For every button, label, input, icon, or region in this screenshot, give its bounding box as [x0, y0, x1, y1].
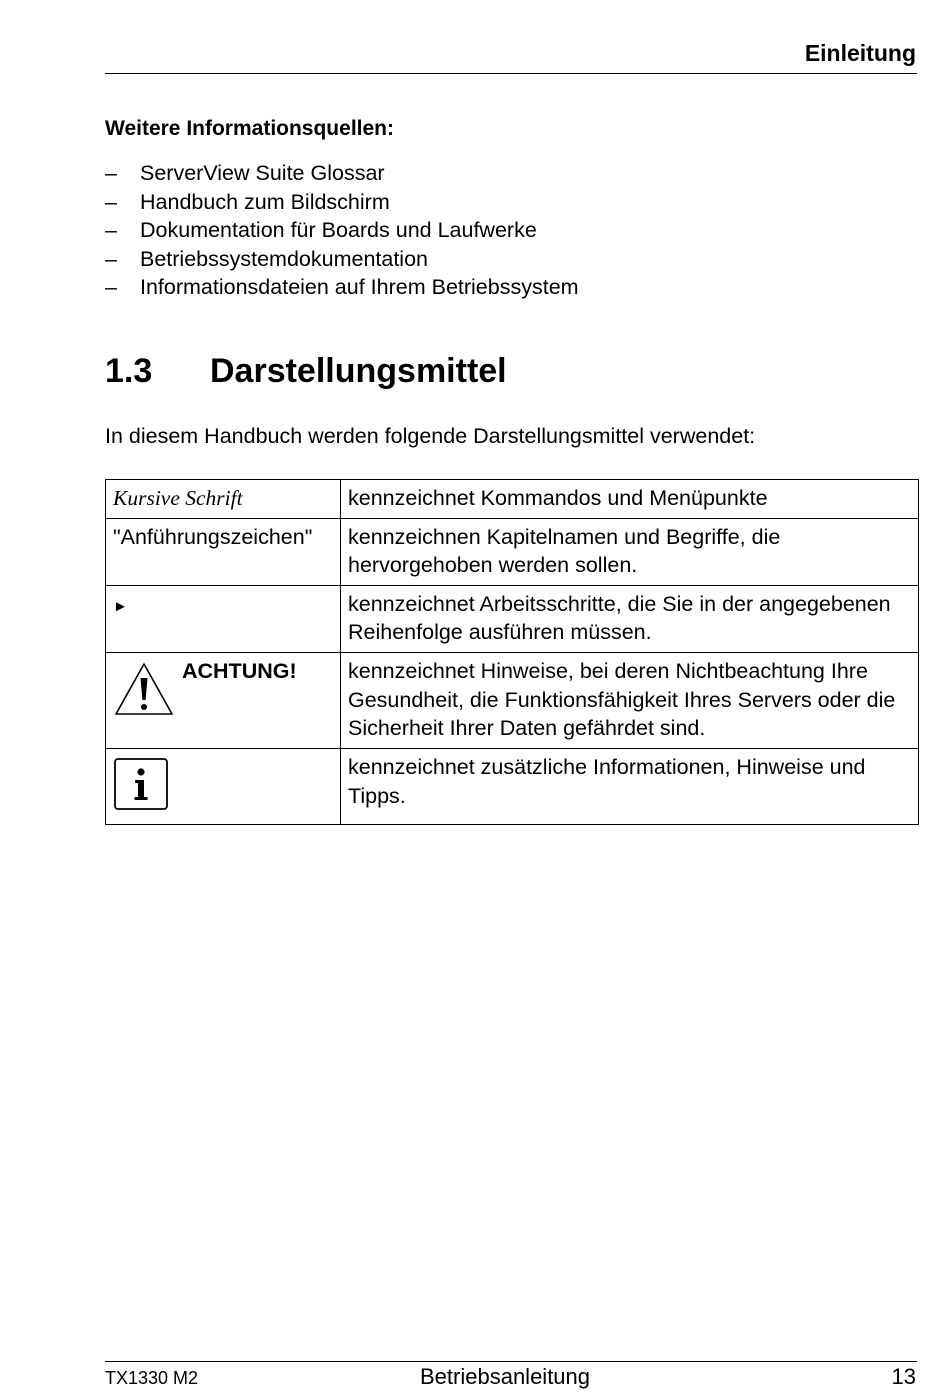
table-cell-term — [106, 748, 341, 824]
list-item — [105, 273, 579, 302]
sources-list — [105, 159, 579, 302]
section-title-text: Darstellungsmittel — [210, 352, 507, 390]
list-item-text: ServerView Suite Glossar — [140, 161, 385, 185]
table-cell-desc: kennzeichnet Hinweise, bei deren Nichtbeachtung Ihre Gesundheit, die Funktionsfähigkeit Ihres Servers oder die Sicherheit Ihrer Daten gefährdet sind. — [341, 652, 919, 748]
list-item — [105, 245, 579, 274]
table-row — [106, 518, 919, 585]
table-row — [106, 748, 919, 824]
intro-text: In diesem Handbuch werden folgende Darstellungsmittel verwendet: — [105, 424, 756, 448]
table-cell-desc: kennzeichnen Kapitelnamen und Begriffe, die hervorgehoben werden sollen. — [341, 518, 919, 585]
warning-label: ACHTUNG! — [182, 658, 297, 683]
footer-model: TX1330 M2 — [105, 1368, 199, 1388]
table-cell-desc: kennzeichnet zusätzliche Informationen, Hinweise und Tipps. — [341, 748, 919, 824]
table-cell-term — [106, 480, 341, 519]
section-number: 1.3 — [105, 352, 153, 390]
header-title: Einleitung — [804, 40, 916, 66]
list-dash: – — [105, 161, 117, 185]
table-cell-term: "Anführungszeichen" — [106, 518, 341, 585]
italic-sample: Kursive Schrift — [113, 486, 243, 510]
conventions-table — [105, 479, 919, 825]
list-dash: – — [105, 218, 117, 243]
footer-rule — [105, 1361, 917, 1362]
table-cell-desc: kennzeichnet Arbeitsschritte, die Sie in der angegebenen Reihenfolge ausführen müssen. — [341, 585, 919, 652]
table-cell-term — [106, 585, 341, 652]
table-row — [106, 585, 919, 652]
list-item-text: Dokumentation für Boards und Laufwerke — [140, 218, 537, 243]
list-dash: – — [105, 189, 117, 214]
sources-heading: Weitere Informationsquellen: — [105, 117, 394, 140]
info-icon — [113, 757, 169, 811]
list-dash: – — [105, 275, 117, 300]
list-dash: – — [105, 246, 117, 271]
list-item-text: Handbuch zum Bildschirm — [140, 189, 390, 214]
warning-term — [113, 657, 333, 717]
header-rule — [105, 73, 917, 74]
warning-triangle-icon — [113, 661, 175, 717]
list-item-text: Betriebssystemdokumentation — [140, 246, 429, 271]
list-item — [105, 216, 579, 245]
table-cell-desc: kennzeichnet Kommandos und Menüpunkte — [341, 480, 919, 519]
section-title — [105, 352, 507, 391]
list-item-text: Informationsdateien auf Ihrem Betriebssystem — [140, 275, 579, 300]
table-cell-term — [106, 652, 341, 748]
step-arrow-icon: ► — [113, 597, 128, 615]
list-item — [105, 188, 579, 217]
table-row — [106, 480, 919, 519]
list-item — [105, 159, 579, 188]
footer-doc-title: Betriebsanleitung — [420, 1364, 591, 1389]
table-row — [106, 652, 919, 748]
page-number: 13 — [891, 1364, 916, 1389]
